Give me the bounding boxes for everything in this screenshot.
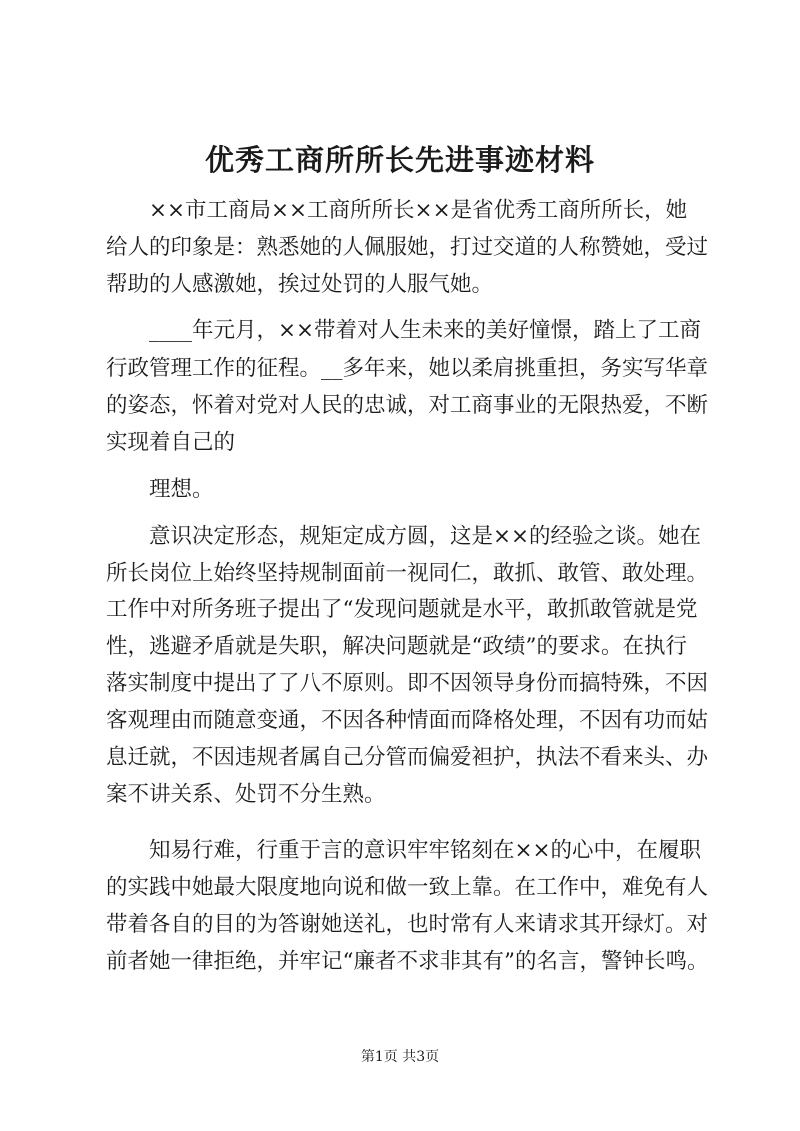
paragraph-line: 性，逃避矛盾就是失职，解决问题就是“政绩”的要求。在执行 (106, 634, 687, 659)
paragraph-line: 客观理由而随意变通，不因各种情面而降格处理，不因有功而姑 (106, 708, 709, 733)
paragraph-line: 案不讲关系、处罚不分生熟。 (106, 782, 386, 807)
page-footer: 第1页 共3页 (360, 1049, 440, 1065)
paragraph-line: 息迁就，不因违规者属自己分管而偏爱袒护，执法不看来头、办 (106, 745, 709, 770)
paragraph-line: 的姿态，怀着对党对人民的忠诚，对工商事业的无限热爱，不断 (106, 393, 709, 418)
paragraph-line: ××市工商局××工商所所长××是省优秀工商所所长，她 (149, 198, 688, 223)
paragraph-line: 知易行难，行重于言的意识牢牢铭刻在××的心中，在履职 (149, 838, 702, 863)
paragraph-line: ____年元月，××带着对人生未来的美好憧憬，踏上了工商 (149, 318, 702, 343)
paragraph-line: 行政管理工作的征程。__多年来，她以柔肩挑重担，务实写华章 (106, 356, 709, 381)
paragraph-line: 给人的印象是：熟悉她的人佩服她，打过交道的人称赞她，受过 (106, 235, 709, 260)
paragraph-line: 帮助的人感激她，挨过处罚的人服气她。 (106, 272, 494, 297)
paragraph-line: 实现着自己的 (106, 430, 236, 455)
paragraph-line: 落实制度中提出了了八不原则。即不因领导身份而搞特殊，不因 (106, 671, 709, 696)
document-title: 优秀工商所所长先进事迹材料 (204, 143, 595, 177)
paragraph-line: 理想。 (149, 477, 214, 502)
paragraph-line: 前者她一律拒绝，并牢记“廉者不求非其有”的名言，警钟长鸣。 (106, 949, 709, 974)
paragraph-line: 意识决定形态，规矩定成方圆，这是××的经验之谈。她在 (149, 524, 702, 549)
paragraph-line: 所长岗位上始终坚持规制面前一视同仁，敢抓、敢管、敢处理。 (106, 561, 709, 586)
paragraph-line: 带着各自的目的为答谢她送礼，也时常有人来请求其开绿灯。对 (106, 912, 709, 937)
paragraph-line: 的实践中她最大限度地向说和做一致上靠。在工作中，难免有人 (106, 875, 709, 900)
paragraph-line: 工作中对所务班子提出了“发现问题就是水平，敢抓敢管就是党 (106, 597, 698, 622)
